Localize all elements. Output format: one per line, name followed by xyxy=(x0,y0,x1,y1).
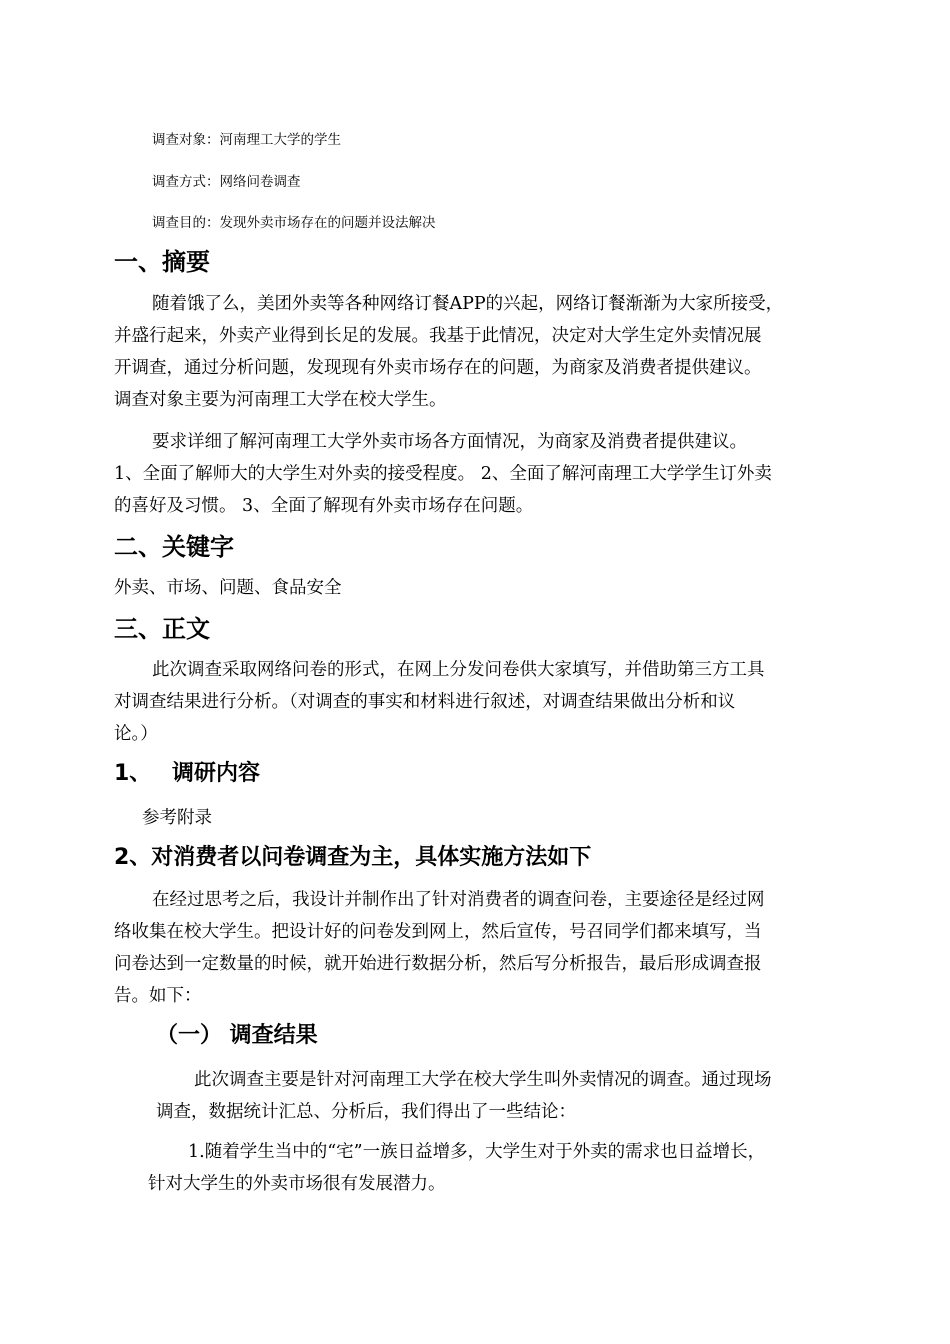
survey-line: 问卷达到一定数量的时候，就开始进行数据分析，然后写分析报告，最后形成调查报 xyxy=(114,954,762,974)
survey-subject: 调查对象：河南理工大学的学生 xyxy=(152,132,341,148)
abstract-line: 的喜好及习惯。 3、全面了解现有外卖市场存在问题。 xyxy=(114,496,534,516)
research-heading: 调研内容 xyxy=(172,761,261,786)
abstract-line: 开调查，通过分析问题，发现现有外卖市场存在的问题，为商家及消费者提供建议。 xyxy=(114,358,762,378)
survey-heading: 2、对消费者以问卷调查为主，具体实施方法如下 xyxy=(114,845,592,870)
survey-method: 调查方式：网络问卷调查 xyxy=(152,174,301,190)
keywords-text: 外卖、市场、问题、食品安全 xyxy=(114,578,342,598)
survey-line: 在经过思考之后，我设计并制作出了针对消费者的调查问卷，主要途径是经过网 xyxy=(152,890,765,910)
body-line: 此次调查采取网络问卷的形式，在网上分发问卷供大家填写，并借助第三方工具 xyxy=(152,660,765,680)
body-line: 对调查结果进行分析。（对调查的事实和材料进行叙述，对调查结果做出分析和议 xyxy=(114,692,736,712)
abstract-line: 调查对象主要为河南理工大学在校大学生。 xyxy=(114,390,447,410)
body-line: 论。） xyxy=(114,724,158,744)
results-item-line: 针对大学生的外卖市场很有发展潜力。 xyxy=(148,1174,446,1194)
research-heading-number: 1、 xyxy=(114,761,152,786)
survey-line: 告。如下： xyxy=(114,986,202,1006)
abstract-line: 要求详细了解河南理工大学外卖市场各方面情况，为商家及消费者提供建议。 xyxy=(152,432,747,452)
body-heading: 三、正文 xyxy=(114,615,210,643)
results-line: 此次调查主要是针对河南理工大学在校大学生叫外卖情况的调查。通过现场 xyxy=(194,1070,772,1090)
keywords-heading: 二、关键字 xyxy=(114,533,234,561)
survey-purpose: 调查目的：发现外卖市场存在的问题并设法解决 xyxy=(152,215,436,231)
results-heading: （一） 调查结果 xyxy=(156,1023,318,1048)
results-line: 调查，数据统计汇总、分析后，我们得出了一些结论： xyxy=(156,1102,576,1122)
abstract-line: 并盛行起来，外卖产业得到长足的发展。我基于此情况，决定对大学生定外卖情况展 xyxy=(114,326,762,346)
abstract-heading: 一、摘要 xyxy=(114,248,210,276)
survey-line: 络收集在校大学生。把设计好的问卷发到网上，然后宣传，号召同学们都来填写，当 xyxy=(114,922,762,942)
results-item-line: 1.随着学生当中的“宅”一族日益增多，大学生对于外卖的需求也日益增长， xyxy=(188,1142,766,1162)
research-text: 参考附录 xyxy=(142,808,212,828)
abstract-line: 随着饿了么，美团外卖等各种网络订餐APP的兴起，网络订餐渐渐为大家所接受， xyxy=(152,294,784,314)
abstract-line: 1、全面了解师大的大学生对外卖的接受程度。 2、全面了解河南理工大学学生订外卖 xyxy=(114,464,772,484)
